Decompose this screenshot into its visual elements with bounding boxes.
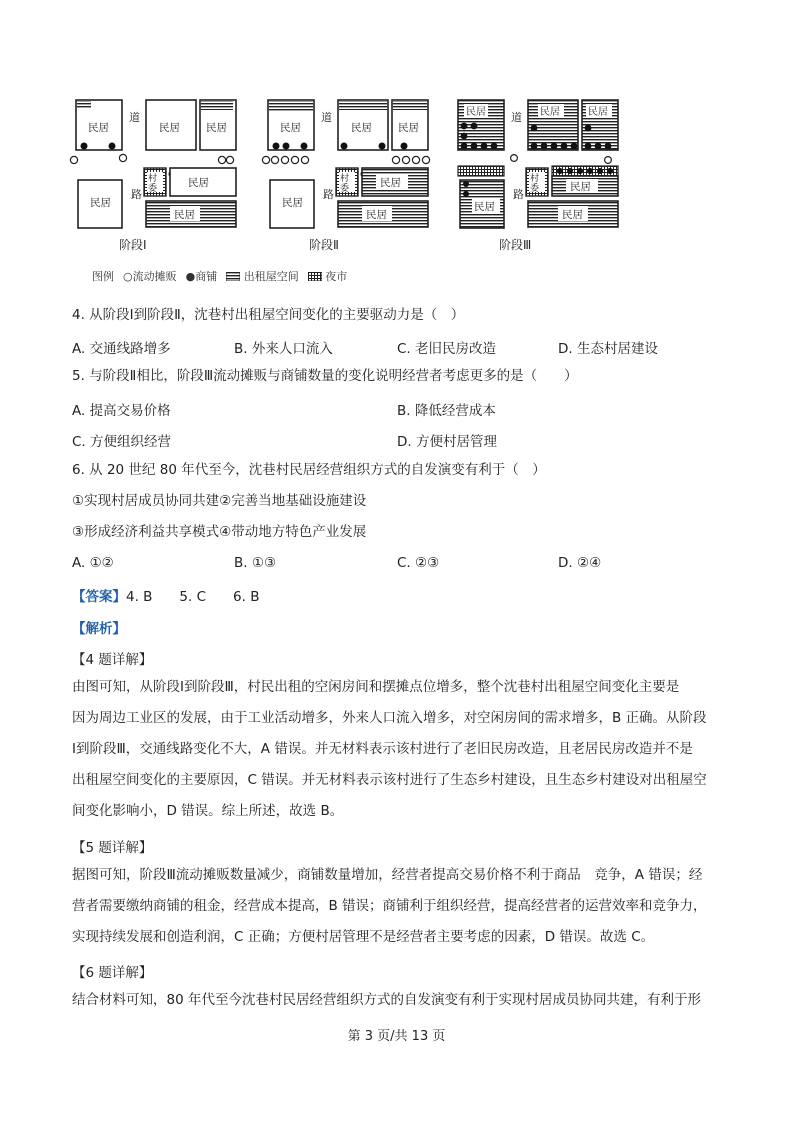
detail-5-heading: 【5 题详解】 — [72, 840, 153, 856]
rental-space — [269, 101, 313, 111]
q4-option-a: A. 交通线路增多 — [72, 341, 171, 357]
q4-option-b: B. 外来人口流入 — [234, 341, 333, 357]
shop-dot — [341, 143, 348, 150]
village-committee-label: 村 — [530, 174, 540, 184]
stage-map-figure — [66, 88, 626, 293]
shop-dot — [301, 143, 308, 150]
vendor-dot — [412, 156, 419, 163]
answer-line — [72, 585, 259, 605]
shop-dot — [551, 143, 558, 150]
shop-dot — [571, 143, 578, 150]
vendor-dot — [605, 157, 612, 164]
rental-space — [393, 101, 427, 110]
detail-6-paragraph — [72, 985, 724, 1016]
q5-option-b: B. 降低经营成本 — [397, 403, 496, 419]
stage-1-label: 阶段Ⅰ — [119, 238, 147, 252]
residence-label: 民居 — [466, 107, 486, 118]
detail-5-paragraph — [72, 860, 724, 953]
road-label-top: 道 — [321, 111, 332, 124]
figure-legend — [92, 268, 349, 284]
shop-dot — [109, 143, 116, 150]
vendor-dot — [262, 156, 269, 163]
legend-title: 图例 — [92, 270, 114, 283]
shop-dot — [577, 168, 583, 174]
shop-dot — [561, 143, 568, 150]
vendor-dot — [226, 156, 233, 163]
shop-dot — [471, 143, 478, 150]
question-5-stem: 5. 与阶段Ⅱ相比，阶段Ⅲ流动摊贩与商铺数量的变化说明经营者考虑更多的是（ ） — [72, 368, 578, 384]
q6-option-c: C. ②③ — [397, 555, 440, 571]
shop-dot — [597, 168, 603, 174]
vendor-dot — [70, 156, 77, 163]
detail-6-heading: 【6 题详解】 — [72, 965, 153, 981]
rental-space — [77, 101, 91, 109]
legend-night-market: 夜市 — [325, 270, 348, 283]
vendor-dot — [392, 156, 399, 163]
village-committee-label: 村 — [148, 174, 158, 184]
question-6-choices-line-1: ①实现村居成员协同共建②完善当地基础设施建设 — [72, 493, 367, 509]
shop-dot — [585, 125, 592, 132]
legend-vendors: ○流动摊贩 — [123, 270, 177, 283]
shop-dot — [461, 143, 468, 150]
vendor-dot — [422, 156, 429, 163]
rental-legend-swatch — [226, 272, 240, 281]
shop-dot — [273, 143, 280, 150]
q4-option-c: C. 老旧民房改造 — [397, 341, 497, 357]
residence-label: 民居 — [398, 122, 419, 134]
residence-label: 民居 — [562, 209, 583, 221]
stage-2-map — [262, 100, 429, 228]
legend-rental: 出租屋空间 — [243, 270, 299, 283]
residence-label: 民居 — [380, 177, 401, 189]
shop-dot — [401, 143, 408, 150]
shop-dot — [585, 143, 592, 150]
stage-maps-svg — [66, 88, 626, 293]
village-committee-label: 委 — [148, 184, 158, 194]
shop-dot — [595, 143, 602, 150]
q6-option-d: D. ②④ — [558, 555, 602, 571]
residence-label: 民居 — [90, 197, 111, 209]
paragraph-line: 实现持续发展和创造利润，C 正确；方便村居管理不是经营者主要考虑的因素，D 错误。故选 C。 — [72, 929, 655, 945]
shop-dot — [541, 143, 548, 150]
village-committee-label: 委 — [530, 184, 540, 194]
answer-label: 【答案】 — [72, 589, 126, 605]
vendor-dot — [291, 156, 298, 163]
vendor-dot — [271, 156, 278, 163]
answer-text: 4. B 5. C 6. B — [126, 589, 260, 605]
paragraph-line: 营者需要缴纳商铺的租金，经营成本提高，B 错误；商铺利于组织经营，提高经营者的运营效率和竞争力， — [72, 898, 707, 914]
residence-label: 民居 — [570, 181, 591, 193]
q5-option-d: D. 方便村居管理 — [397, 434, 497, 450]
shop-dot — [481, 143, 488, 150]
shop-dot — [557, 168, 563, 174]
shop-dot — [379, 143, 386, 150]
road-label-top: 道 — [511, 111, 522, 124]
page-footer: 第 3 页/共 13 页 — [347, 1029, 446, 1044]
q6-option-b: B. ①③ — [234, 555, 277, 571]
village-committee-label: 委 — [340, 184, 350, 194]
shop-dot — [567, 168, 573, 174]
road-label-bottom: 路 — [323, 188, 334, 201]
residence-label: 民居 — [540, 107, 560, 118]
stage-2-label: 阶段Ⅱ — [309, 238, 339, 252]
shop-dot — [463, 191, 469, 197]
residence-label: 民居 — [174, 209, 195, 221]
village-committee-label: 村 — [340, 174, 350, 184]
paragraph-line: 由图可知，从阶段Ⅰ到阶段Ⅲ，村民出租的空闲房间和摆摊点位增多，整个沈巷村出租屋空间变化主要是 — [72, 679, 680, 695]
shop-dot — [463, 181, 469, 187]
stage-1-map — [70, 100, 236, 228]
shop-dot — [283, 143, 290, 150]
q6-option-a: A. ①② — [72, 555, 114, 571]
detail-4-paragraph — [72, 672, 724, 827]
rental-space — [339, 101, 387, 110]
shop-dot — [81, 143, 88, 150]
residence-label: 民居 — [188, 177, 209, 189]
rental-space — [201, 101, 233, 110]
stage-3-map — [458, 100, 618, 228]
q4-option-d: D. 生态村居建设 — [558, 341, 658, 357]
shop-dot — [471, 123, 478, 130]
vendor-dot — [511, 155, 518, 162]
residence-label: 民居 — [474, 201, 495, 213]
shop-dot — [491, 143, 498, 150]
shop-dot — [461, 133, 468, 140]
shop-dot — [531, 143, 538, 150]
residence-label: 民居 — [351, 122, 372, 134]
shop-dot — [461, 123, 468, 130]
analysis-label: 【解析】 — [72, 621, 126, 637]
paragraph-line: 出租屋空间变化的主要原因，C 错误。并无材料表示该村进行了生态乡村建设，且生态乡村建设对出租屋空 — [72, 772, 707, 788]
vendor-dot — [119, 154, 126, 161]
residence-label: 民居 — [206, 122, 227, 134]
paragraph-line: 据图可知，阶段Ⅲ流动摊贩数量减少，商铺数量增加，经营者提高交易价格不利于商品 竞争，A 错误；经 — [72, 867, 703, 883]
question-6-choices-line-2: ③形成经济利益共享模式④带动地方特色产业发展 — [72, 524, 367, 540]
residence-label: 民居 — [282, 197, 303, 209]
paragraph-line: 结合材料可知，80 年代至今沈巷村民居经营组织方式的自发演变有利于实现村居成员协同共建，有利于形 — [72, 992, 701, 1008]
residence-label: 民居 — [366, 209, 387, 221]
paragraph-line: 因为周边工业区的发展，由于工业活动增多，外来人口流入增多，对空闲房间的需求增多，B 正确。从阶段 — [72, 710, 707, 726]
shop-dot — [587, 168, 593, 174]
q5-option-c: C. 方便组织经营 — [72, 434, 172, 450]
shop-dot — [531, 125, 538, 132]
shop-dot — [605, 143, 612, 150]
residence-label: 民居 — [588, 107, 608, 118]
vendor-dot — [301, 156, 308, 163]
question-4-stem: 4. 从阶段Ⅰ到阶段Ⅱ，沈巷村出租屋空间变化的主要驱动力是（ ） — [72, 307, 465, 323]
residence-label: 民居 — [280, 122, 301, 134]
paragraph-line: 间变化影响小，D 错误。综上所述，故选 B。 — [72, 803, 344, 819]
vendor-dot — [218, 156, 225, 163]
residence-label: 民居 — [88, 122, 109, 134]
road-label-bottom: 路 — [513, 188, 524, 201]
paragraph-line: Ⅰ到阶段Ⅲ，交通线路变化不大，A 错误。并无材料表示该村进行了老旧民房改造，且老居民房改造并不是 — [72, 741, 693, 757]
residence-label: 民居 — [159, 122, 180, 134]
question-6-stem: 6. 从 20 世纪 80 年代至今，沈巷村民居经营组织方式的自发演变有利于（ ） — [72, 462, 546, 478]
vendor-dot — [281, 156, 288, 163]
night-market-legend-swatch — [308, 272, 322, 281]
legend-shops: ●商铺 — [185, 270, 218, 283]
vendor-dot — [402, 156, 409, 163]
stage-3-label: 阶段Ⅲ — [499, 238, 532, 252]
road-label-bottom: 路 — [131, 188, 142, 201]
road-label-top: 道 — [129, 111, 140, 124]
q5-option-a: A. 提高交易价格 — [72, 403, 171, 419]
shop-dot — [607, 168, 613, 174]
detail-4-heading: 【4 题详解】 — [72, 652, 153, 668]
night-market — [458, 166, 504, 176]
